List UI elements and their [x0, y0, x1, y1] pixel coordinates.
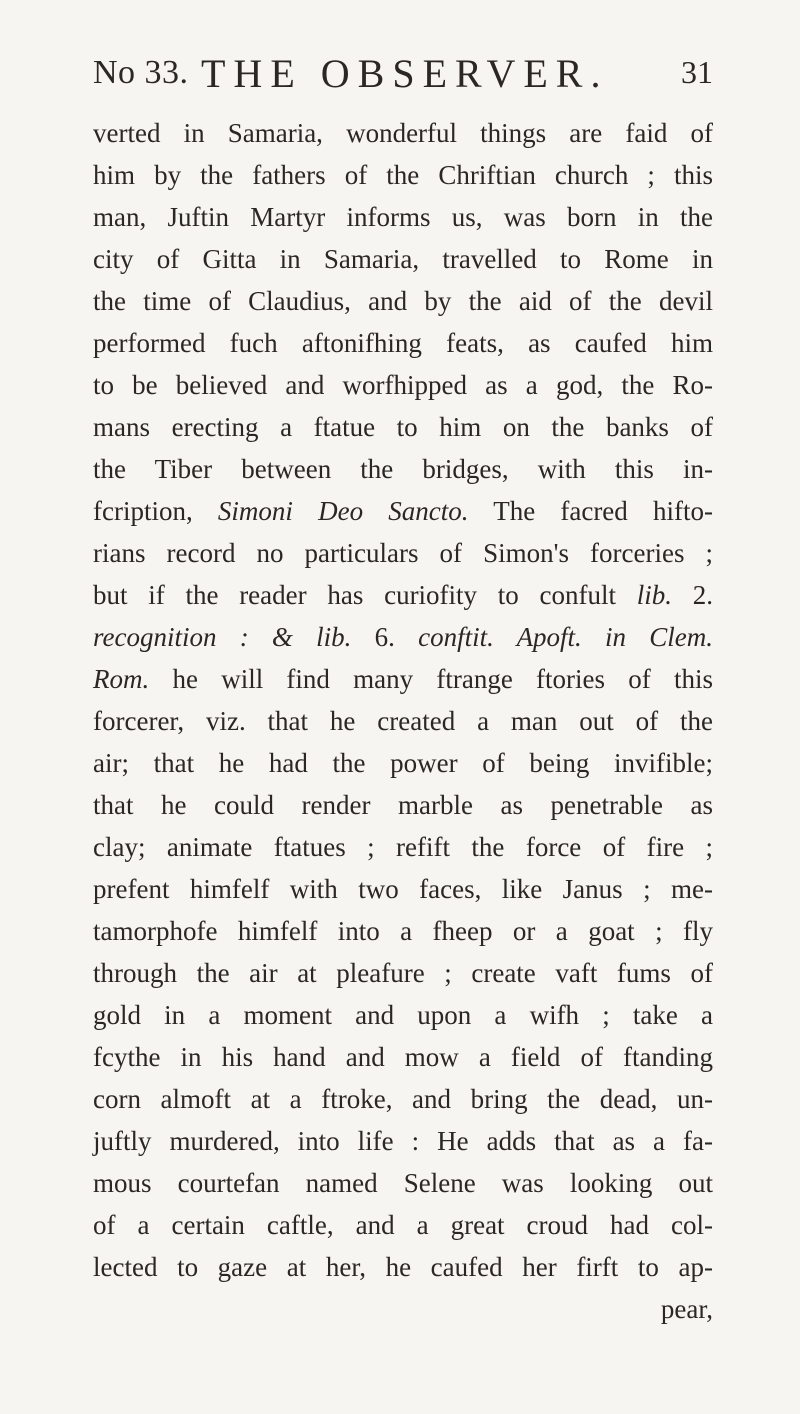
text-line: air; that he had the power of being invifible;	[93, 748, 713, 778]
catchword: pear,	[660, 1294, 713, 1324]
text-line: to be believed and worfhipped as a god, the Ro-	[93, 370, 713, 400]
text-line: prefent himfelf with two faces, like Janus ; me-	[93, 874, 713, 904]
text-line: corn almoft at a ftroke, and bring the dead, un-	[93, 1084, 713, 1114]
text-line: clay; animate ftatues ; refift the force of fire ;	[93, 832, 713, 862]
text-line: tamorphofe himfelf into a fheep or a goat ; fly	[93, 916, 713, 946]
text-line: fcription, Simoni Deo Sancto. The facred hifto-	[93, 496, 713, 526]
text-line: verted in Samaria, wonderful things are faid of	[93, 118, 713, 148]
text-line: fcythe in his hand and mow a field of ftanding	[93, 1042, 713, 1072]
citation-italic: conftit. Apoft. in Clem.	[418, 622, 713, 652]
text-line: mous courtefan named Selene was looking out	[93, 1168, 713, 1198]
text-line: but if the reader has curiofity to confult lib. 2.	[93, 580, 714, 610]
text-line: him by the fathers of the Chriftian church ; this	[93, 160, 713, 190]
running-title: THE OBSERVER.	[201, 51, 609, 96]
page-header	[93, 50, 713, 100]
text-line: the Tiber between the bridges, with this in-	[93, 454, 713, 484]
text-line: rians record no particulars of Simon's forceries ;	[93, 538, 713, 568]
citation-italic: Rom.	[93, 664, 150, 694]
text-line: recognition : & lib. 6. conftit. Apoft. in Clem.	[93, 622, 713, 652]
issue-number: No 33.	[93, 54, 189, 91]
text-line: man, Juftin Martyr informs us, was born in the	[93, 202, 713, 232]
text-line: Rom. he will find many ftrange ftories of this	[93, 664, 713, 694]
body-text	[93, 112, 713, 1330]
text-line: gold in a moment and upon a wifh ; take a	[93, 1000, 713, 1030]
citation-italic: recognition : & lib.	[93, 622, 352, 652]
inscription-italic: Simoni Deo Sancto.	[217, 496, 469, 526]
text-line: the time of Claudius, and by the aid of the devil	[93, 286, 713, 316]
text-line: through the air at pleafure ; create vaft fums of	[93, 958, 713, 988]
text-line: juftly murdered, into life : He adds that as a fa-	[93, 1126, 713, 1156]
text-line: performed fuch aftonifhing feats, as caufed him	[93, 328, 713, 358]
text-line: mans erecting a ftatue to him on the banks of	[93, 412, 713, 442]
text-line: forcerer, viz. that he created a man out of the	[93, 706, 713, 736]
citation-italic: lib.	[636, 580, 673, 610]
text-line: city of Gitta in Samaria, travelled to Rome in	[93, 244, 713, 274]
text-line: that he could render marble as penetrable as	[93, 790, 713, 820]
text-line: lected to gaze at her, he caufed her firft to ap-	[93, 1252, 713, 1282]
text-line: of a certain caftle, and a great croud had col-	[93, 1210, 713, 1240]
page-number: 31	[681, 54, 713, 90]
